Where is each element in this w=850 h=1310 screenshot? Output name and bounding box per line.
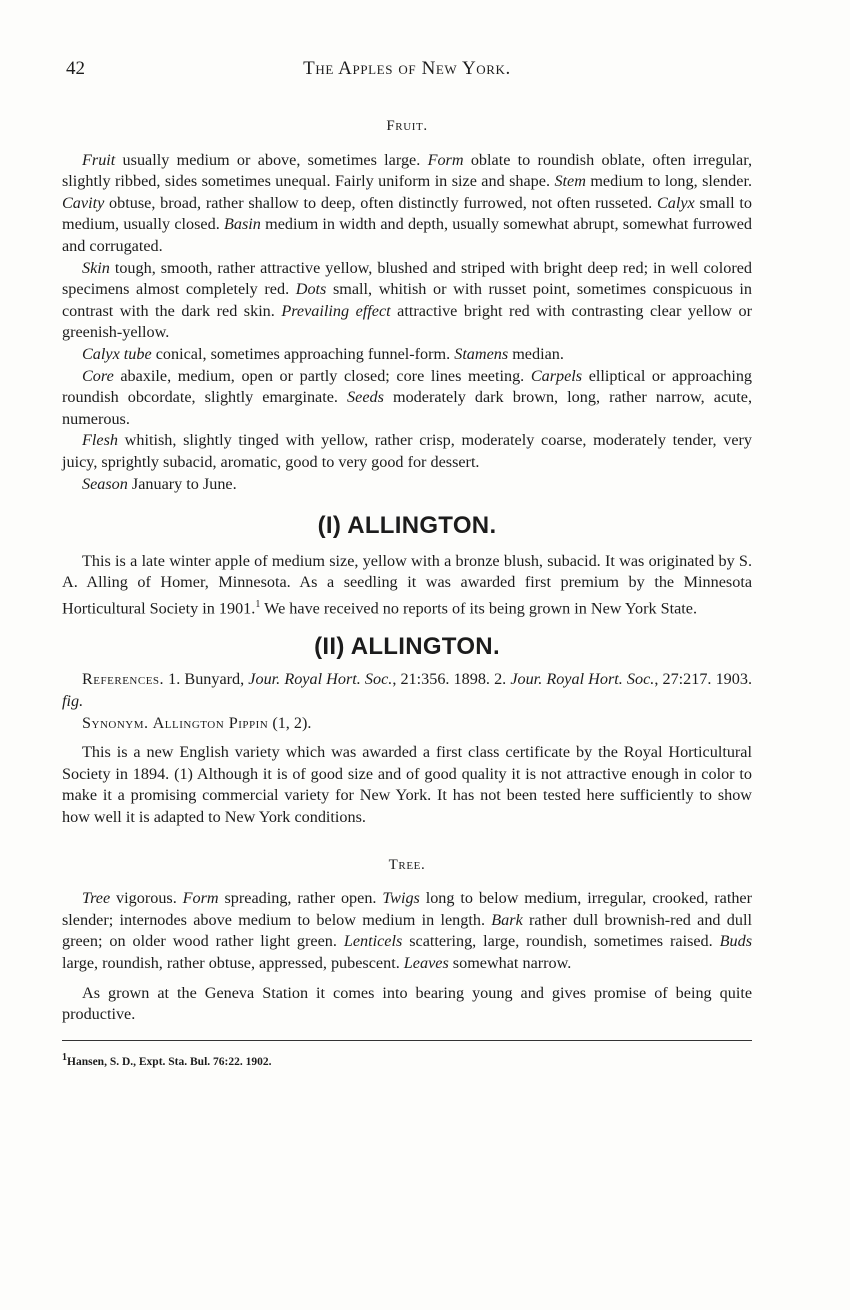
- allington-2-description: This is a new English variety which was awarded a first class certificate by the Royal Horticultural Society in 1894. (1) Although it is of good size and of good quality it is not attractive enough in color to make it a promising commercial variety for New York. It has not been tested here sufficiently to show how well it is adapted to New York conditions.: [62, 743, 752, 827]
- bark-text: rather dull brownish-red and dull green; on older wood rather light green.: [62, 910, 752, 951]
- stamens-text: median.: [508, 344, 564, 363]
- tree-bearing-paragraph: As grown at the Geneva Station it comes into bearing young and gives promise of being quite productive.: [62, 983, 752, 1024]
- footnote-reference[interactable]: 1: [255, 598, 261, 610]
- reference-1-journal: Jour. Royal Hort. Soc.: [248, 670, 393, 689]
- lenticels-text: scattering, large, roundish, sometimes raised.: [402, 932, 720, 951]
- tree-heading: Tree.: [388, 856, 426, 873]
- reference-2-detail: , 27:217. 1903.: [654, 670, 752, 689]
- skin-paragraph: [62, 258, 752, 344]
- term-basin: Basin: [224, 215, 261, 234]
- term-dots: Dots: [295, 280, 327, 299]
- term-fruit: Fruit: [82, 150, 116, 169]
- synonym-name: Allington Pippin: [152, 713, 269, 732]
- synonym-paragraph: [62, 713, 752, 735]
- twigs-text: long to below medium, irregular, crooked, rather slender; internodes above medium to below medium in length.: [62, 889, 753, 929]
- page-number: 42: [66, 58, 85, 79]
- core-text: abaxile, medium, open or partly closed; core lines meeting.: [113, 366, 531, 385]
- term-core: Core: [82, 366, 114, 385]
- term-leaves: Leaves: [403, 953, 449, 972]
- season-paragraph: [62, 474, 752, 496]
- term-buds: Buds: [719, 932, 753, 951]
- form-text: oblate to roundish oblate, often irregular, slightly ribbed, sides sometimes unequal. Fairly uniform in size and shape.: [62, 150, 753, 191]
- core-paragraph: [62, 366, 752, 431]
- footnote-text: Hansen, S. D., Expt. Sta. Bul. 76:22. 1902.: [67, 1055, 272, 1068]
- synonym-refs: (1, 2).: [268, 713, 312, 732]
- term-carpels: Carpels: [530, 366, 583, 385]
- season-text: January to June.: [127, 474, 237, 493]
- stem-text: medium to long, slender.: [585, 172, 752, 191]
- allington-1-description: [62, 551, 752, 620]
- tree-text: vigorous.: [110, 889, 183, 908]
- term-calyx: Calyx: [656, 193, 695, 212]
- footnote-mark: 1: [62, 1051, 67, 1063]
- reference-1-detail: , 21:356. 1898. 2.: [392, 670, 511, 689]
- term-twigs: Twigs: [382, 889, 420, 908]
- flesh-paragraph: [62, 430, 752, 473]
- basin-text: medium in width and depth, usually somewhat abrupt, somewhat furrowed and corrugated.: [62, 215, 752, 255]
- buds-text: large, roundish, rather obtuse, appressed, pubescent.: [62, 953, 404, 972]
- fruit-text: usually medium or above, sometimes large.: [115, 150, 428, 169]
- tree-paragraph: [62, 888, 752, 974]
- effect-text: attractive bright red with contrasting clear yellow or greenish-yellow.: [62, 301, 752, 342]
- fruit-heading: Fruit.: [386, 118, 428, 134]
- term-seeds: Seeds: [347, 388, 384, 407]
- term-stem: Stem: [554, 172, 586, 191]
- term-tree: Tree: [82, 889, 111, 908]
- term-bark: Bark: [491, 910, 523, 929]
- term-skin: Skin: [82, 258, 110, 277]
- references-paragraph: [62, 669, 752, 712]
- term-cavity: Cavity: [62, 193, 105, 212]
- term-prevailing-effect: Prevailing effect: [281, 301, 391, 320]
- calyx-text: small to medium, usually closed.: [62, 193, 752, 234]
- running-head: [62, 58, 752, 88]
- reference-1-text: 1. Bunyard,: [164, 670, 249, 689]
- allington-1-text: This is a late winter apple of medium size, yellow with a bronze blush, subacid. It was originated by S. A. Alling of Homer, Minnesota. As a seedling it was awarded first premium by the Minnesota Horticultural Society in 1901.: [62, 551, 752, 618]
- allington-2-title: (II) ALLINGTON.: [314, 632, 500, 660]
- term-flesh: Flesh: [82, 431, 118, 450]
- book-title: The Apples of New York.: [303, 58, 511, 79]
- tree-form-text: spreading, rather open.: [218, 889, 383, 908]
- page: [62, 58, 752, 1073]
- footnote: [62, 1047, 752, 1073]
- fruit-paragraph: [62, 150, 752, 258]
- reference-2-journal: Jour. Royal Hort. Soc.: [510, 670, 655, 689]
- reference-2-fig: fig.: [62, 692, 84, 711]
- calyx-tube-text: conical, sometimes approaching funnel-form.: [151, 344, 455, 363]
- flesh-text: whitish, slightly tinged with yellow, rather crisp, moderately coarse, moderately tender, very juicy, sprightly subacid, aromatic, good to very good for dessert.: [62, 431, 752, 471]
- term-season: Season: [82, 474, 128, 493]
- allington-1-title: (I) ALLINGTON.: [317, 512, 497, 540]
- seeds-text: moderately dark brown, long, rather narrow, acute, numerous.: [62, 388, 752, 428]
- term-stamens: Stamens: [454, 344, 509, 363]
- cavity-text: obtuse, broad, rather shallow to deep, often distinctly furrowed, not often russeted.: [104, 193, 657, 212]
- synonym-label: Synonym.: [82, 713, 149, 732]
- references-label: References.: [82, 670, 165, 689]
- term-tree-form: Form: [182, 889, 219, 908]
- dots-text: small, whitish or with russet point, sometimes conspicuous in contrast with the dark red skin.: [62, 280, 752, 320]
- calyx-tube-paragraph: [62, 344, 752, 366]
- leaves-text: somewhat narrow.: [448, 953, 572, 972]
- allington-1-text-end: We have received no reports of its being grown in New York State.: [260, 599, 698, 618]
- skin-text: tough, smooth, rather attractive yellow, blushed and striped with bright deep red; in well colored specimens almost completely red.: [62, 258, 752, 299]
- term-lenticels: Lenticels: [343, 932, 403, 951]
- term-calyx-tube: Calyx tube: [82, 344, 152, 363]
- term-form: Form: [427, 150, 464, 169]
- carpels-text: elliptical or approaching roundish obcordate, slightly emarginate.: [62, 366, 753, 407]
- footnote-divider: [62, 1040, 752, 1041]
